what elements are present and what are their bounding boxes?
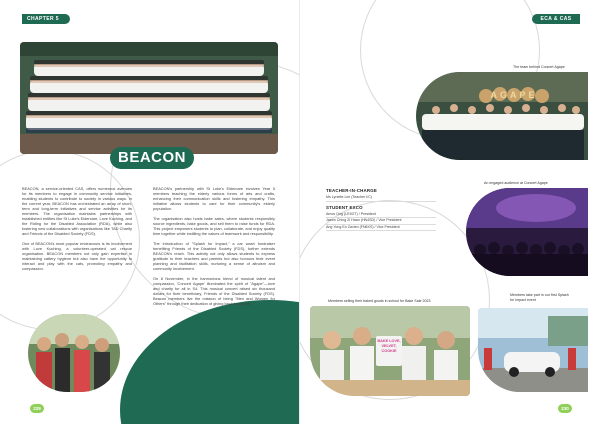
teacher-heading: TEACHER-IN-CHARGE [326,188,377,193]
caption-car-wash-photo: Members take part in our first Splash for Impact event [510,293,569,302]
paragraph: One of BEACON's most popular endeavours is its involvement with Love Kuching, a volunteer-operated cat rescue organisation. BEACON members not only gain expertise in maintaining cattery hygiene but also have the opportunity to interact and play with the cats, promoting empathy and compassion. [22,241,132,271]
paragraph: BEACON, a service-oriented CAS, offers numerous avenues for its members to engage in community service initiatives, enabling students to contribute to society in various ways. In the current year, BEACON has orchestrated an array of short-term and long-term initiatives and service activities for its members. The organisation maintains partnerships with established entities like St Luke's Eldercare, Love Kuching, and the Riding for the Disabled Association (RDA), while also fostering new collaborations with organisations like TAD Charity and Friends of the Disabled Society (FDS). [22,186,132,236]
paragraph: BEACON's partnership with St Luke's Eldercare involves Year 5 members teaching the elderly various forms of arts and crafts, enhancing their communication skills and fostering empathy. This initiative allows students to care for their community's elderly population. [153,186,275,211]
group-photo [20,42,278,154]
paragraph: The introduction of "Splash for Impact," a car wash fundraiser benefiting Friends of the Disabled Society (FDS), further extends BEACON's reach. This activity not only allows students to express gratitude to their teachers and parents but also honours their event planning and facilitation skills, nurturing a sense of altruism and community involvement. [153,241,275,271]
exco-row: Ang Yong En Zavien (FN6XS) / Vice President [326,225,436,232]
page-number: 229 [30,404,44,413]
decorative-teal-blob [120,300,300,424]
car-wash-photo [478,308,588,392]
caption-concert-photo: An engaged audience at Concert Agape [484,181,548,185]
caption-bake-sale-photo: Members selling their baked goods in school for Bake Sale 2023 [328,299,431,303]
agape-balloon-letters: AGAPE [490,90,538,100]
page-number: 230 [558,404,572,413]
page-title: BEACON [110,147,194,169]
caption-top-photo: The team behind Concert Agape [513,65,565,69]
text-column-2 [153,186,275,311]
exco-heading: STUDENT EXCO [326,204,363,210]
paragraph: On 8 November, in the harmonious blend of musical talent and compassion, 'Concert Agape' illuminated the spirit of "Agape"—love and charity for all in S4. This musical concert raised six thousand dollars for their beneficiary, Friends of the Disabled Society (FDS). Beacon members live the mission of being "Men and Women for Others" through their dedication of giving back to society. [153,276,275,306]
teacher-row: Ms Lynette Lim (Teacher I/C) [326,195,436,202]
text-column-1 [22,186,132,276]
bake-sale-photo [310,306,470,396]
chapter-tag: CHAPTER 5 [22,14,70,24]
leadership-box [326,188,436,231]
right-page [300,0,600,424]
section-tag: ECA & CAS [532,14,580,24]
exco-row: Amos Ong (LE5GT) / President [326,212,436,219]
team-photo [416,72,588,160]
members-circle-photo [28,314,120,392]
bake-sale-sign: BAKE LOVE, VELVET, COOKIE [376,336,402,366]
paragraph: The organisation also hosts bake sales, where students responsibly source ingredients, bake goods, and sell them to raise funds for RDA. This project empowers students to plan, collaborate, and enjoy quality time together while instilling the values of teamwork and responsibility. [153,216,275,236]
concert-photo [466,188,588,276]
exco-row: Jaeon Ching Zi Haan (HN4SD) / Vice President [326,218,436,225]
